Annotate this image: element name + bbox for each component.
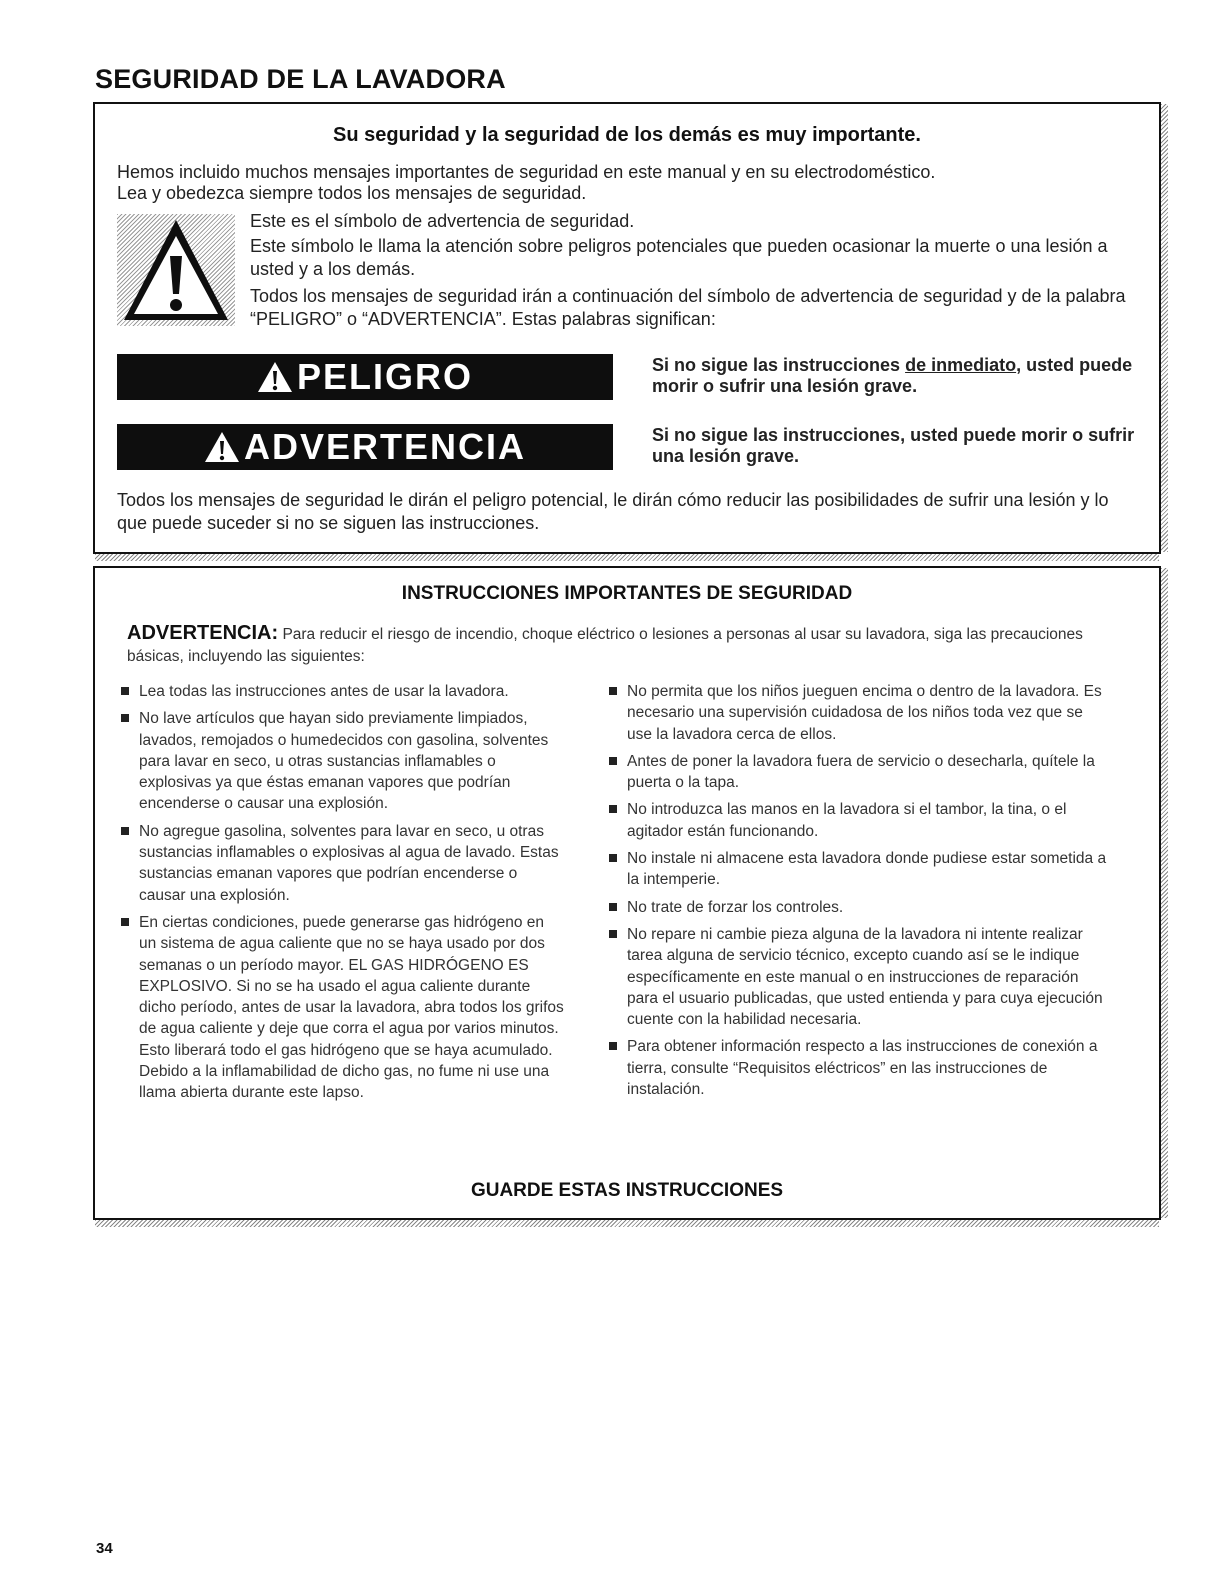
box-shadow-bottom bbox=[95, 554, 1159, 561]
safety-intro-line-2: Lea y obedezca siempre todos los mensajes de seguridad. bbox=[117, 183, 587, 203]
safety-closing-paragraph: Todos los mensajes de seguridad le dirán el peligro potencial, le dirán cómo reducir las posibilidades de sufrir una lesión y lo que puede suceder si no se siguen las instrucciones. bbox=[117, 490, 1109, 533]
warning-intro bbox=[127, 622, 1137, 668]
peligro-signal-banner bbox=[117, 354, 613, 400]
symbol-description-2: Este símbolo le llama la atención sobre peligros potenciales que pueden ocasionar la muerte o una lesión a usted y a los demás. bbox=[250, 236, 1108, 279]
advertencia-signal-banner bbox=[117, 424, 613, 470]
list-item: Antes de poner la lavadora fuera de servicio o desecharla, quítele la puerta o la tapa. bbox=[607, 751, 1107, 794]
safety-heading: Su seguridad y la seguridad de los demás es muy importante. bbox=[333, 124, 921, 146]
list-item: No agregue gasolina, solventes para lavar en seco, u otras sustancias inflamables o explosivas al agua de lavado. Estas sustancias emanan vapores que podrían encenderse o causar una explosión. bbox=[119, 821, 564, 906]
alert-triangle-icon bbox=[257, 361, 293, 393]
advertencia-label: ADVERTENCIA bbox=[243, 426, 526, 467]
advertencia-description: Si no sigue las instrucciones, usted puede morir o sufrir una lesión grave. bbox=[652, 425, 1135, 466]
peligro-description bbox=[652, 355, 1152, 397]
list-item: En ciertas condiciones, puede generarse gas hidrógeno en un sistema de agua caliente que no se haya usado por dos semanas o un período mayor. EL GAS HIDRÓGENO ES EXPLOSIVO. Si no se ha usado el agua caliente durante dicho período, antes de usar la lavadora, abra todos los grifos de agua caliente y deje que corra el agua por varios minutos. Esto liberará todo el gas hidrógeno que se haya acumulado. Debido a la inflamabilidad de dicho gas, no fume ni use una llama abierta durante este lapso. bbox=[119, 912, 564, 1104]
safety-symbol-panel bbox=[117, 214, 235, 326]
box-shadow-right bbox=[1161, 568, 1168, 1218]
safety-intro-line-1: Hemos incluido muchos mensajes importantes de seguridad en este manual y en su electrodoméstico. bbox=[117, 162, 936, 182]
list-item: No lave artículos que hayan sido previamente limpiados, lavados, remojados o humedecidos con gasolina, solventes para lavar en seco, u otras sustancias inflamables o explosivas ya que éstas emanan vapores que podrían encenderse o causar una explosión. bbox=[119, 708, 564, 814]
peligro-desc-part-2: , usted puede morir o sufrir una lesión grave. bbox=[652, 355, 1133, 396]
list-item: No trate de forzar los controles. bbox=[607, 897, 1107, 918]
peligro-label: PELIGRO bbox=[296, 356, 474, 397]
instructions-heading: INSTRUCCIONES IMPORTANTES DE SEGURIDAD bbox=[401, 583, 853, 604]
instructions-left-column bbox=[119, 681, 564, 1110]
list-item: No permita que los niños jueguen encima o dentro de la lavadora. Es necesario una supervisión cuidadosa de los niños toda vez que se use la lavadora cerca de ellos. bbox=[607, 681, 1107, 745]
list-item: Lea todas las instrucciones antes de usar la lavadora. bbox=[119, 681, 564, 702]
page-number: 34 bbox=[96, 1540, 113, 1557]
list-item: Para obtener información respecto a las instrucciones de conexión a tierra, consulte “Requisitos eléctricos” en las instrucciones de instalación. bbox=[607, 1036, 1107, 1100]
page-title: SEGURIDAD DE LA LAVADORA bbox=[95, 64, 506, 94]
warning-label: ADVERTENCIA: bbox=[127, 622, 279, 644]
important-instructions-box bbox=[93, 566, 1161, 1220]
peligro-desc-part-1: Si no sigue las instrucciones bbox=[652, 355, 906, 375]
safety-message-box bbox=[93, 102, 1161, 554]
peligro-desc-emphasis: de inmediato bbox=[905, 355, 1017, 375]
alert-triangle-icon bbox=[204, 431, 240, 463]
warning-text: Para reducir el riesgo de incendio, choque eléctrico o lesiones a personas al usar su lavadora, siga las precauciones básicas, incluyendo las siguientes: bbox=[127, 626, 1083, 665]
save-instructions-footer: GUARDE ESTAS INSTRUCCIONES bbox=[470, 1180, 784, 1201]
symbol-description-1: Este es el símbolo de advertencia de seguridad. bbox=[250, 211, 635, 231]
list-item: No introduzca las manos en la lavadora si el tambor, la tina, o el agitador están funcionando. bbox=[607, 799, 1107, 842]
safety-alert-triangle-icon bbox=[120, 216, 232, 324]
instructions-right-column bbox=[607, 681, 1107, 1106]
box-shadow-bottom bbox=[95, 1220, 1159, 1227]
box-shadow-right bbox=[1161, 104, 1168, 552]
list-item: No repare ni cambie pieza alguna de la lavadora ni intente realizar tarea alguna de servicio técnico, excepto cuando así se le indique específicamente en este manual o en instrucciones de reparación para el usuario publicadas, que usted entienda y para cuya ejecución cuente con la habilidad necesaria. bbox=[607, 924, 1107, 1030]
symbol-description-3: Todos los mensajes de seguridad irán a continuación del símbolo de advertencia de seguridad y de la palabra “PELIGRO” o “ADVERTENCIA”. Estas palabras significan: bbox=[250, 286, 1126, 329]
list-item: No instale ni almacene esta lavadora donde pudiese estar sometida a la intemperie. bbox=[607, 848, 1107, 891]
